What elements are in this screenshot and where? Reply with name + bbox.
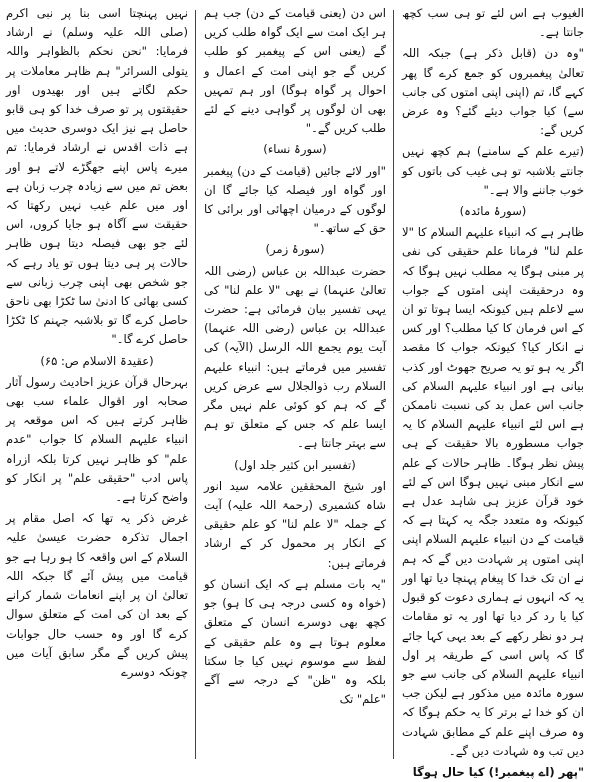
paragraph: الغیوب ہے اس لئے تو ہی سب کچھ جانتا ہے۔ <box>402 6 584 40</box>
text-column-right <box>402 4 584 779</box>
paragraph: "وہ دن (قابل ذکر ہے) جبکہ اللہ تعالیٰ پیغمبروں کو جمع کرے گا پھر کہے گا، تم (اپنی اپنی امتوں کی جانب سے) کیا جواب دیئے گئے؟ وہ عرض کریں گے: <box>402 46 584 138</box>
paragraph: "یہ بات مسلم ہے کہ ایک انسان کو (خواہ وہ کسی درجہ ہی کا ہو) جو کچھ بھی دوسرے انسان کے متعلق معلوم ہوتا ہے وہ علم حقیقی کے لفظ سے موسوم نہیں کیا جا سکتا بلکہ وہ "ظن" کے درجہ سے آگے "علم" تک <box>204 576 386 707</box>
book-page <box>6 4 584 779</box>
paragraph: بہرحال قرآن عزیز احادیث رسول آثار صحابہ اور اقوال علماء سب بھی ظاہر کرتے ہیں کہ اس موقعہ پر انبیاء علیہم السلام کا جواب "عدم علم" کو ظاہر نہیں کرتا بلکہ ازراہ پاس ادب "حقیقی علم" پر انکار کو واضح کرتا ہے۔ <box>6 374 188 505</box>
reference: (سورۂ زمر) <box>265 242 325 257</box>
reference: (سورۂ نساء) <box>263 142 327 157</box>
reference: (سورۂ مائدہ) <box>459 204 527 219</box>
paragraph: غرض ذکر یہ تھا کہ اصل مقام پر اجمال تذکرہ حضرت عیسیٰ علیہ السلام کے اس واقعہ کا ہو رہا ہے جو قیامت میں پیش آئے گا جبکہ اللہ تعالیٰ ان پر اپنے انعامات شمار کرانے کے بعد ان کی امت کے متعلق سوال کرے گا اور وہ حسب حال جوابات پیش کریں گے مگر سابق آیات میں چونکہ دوسرے <box>6 511 188 679</box>
paragraph: نہیں پہنچتا اسی بنا پر نبی اکرم (صلی اللہ علیہ وسلم) نے ارشاد فرمایا: "نحن نحکم بالظواہر واللہ یتولی السرائر" ہم ظاہر معاملات پر حکم لگاتے ہیں اور بھیدوں اور حقیقتوں پر تو صرف خدا کو ہی قابو حاصل ہے نیز ایک دوسری حدیث میں ہے ذات اقدس نے ارشاد فرمایا: تم میرے پاس اپنے جھگڑے لاتے ہو اور بعض تم میں سے زیادہ چرب زبان ہے اور میں علم غیب نہیں رکھتا کہ حقیقت سے آگاہ ہو جایا کروں، اس لئے جو بھی فیصلہ دیتا ہوں ظاہر حالات پر ہی دیتا ہوں تو یاد رہے کہ جو شخص بھی اپنی چرب زبانی سے کسی بھائی کا ادنیٰ سا ٹکڑا بھی ناحق حاصل کرے گا تو بلاشبہ جہنم کا ٹکڑا حاصل کرے گا۔" <box>6 6 188 347</box>
paragraph: "اور لائے جائیں (قیامت کے دن) پیغمبر اور گواہ اور فیصلہ کیا جائے گا ان لوگوں کے درمیان اچھائی اور برائی کا حق کے ساتھ۔" <box>204 163 386 236</box>
paragraph: حضرت عبداللہ بن عباس (رضی اللہ تعالیٰ عنہما) نے بھی "لا علم لنا" کی یہی تفسیر بیان فرمائی ہے: حضرت عبداللہ بن عباس (رضی اللہ عنہما) آیت یوم یجمع اللہ الرسل (الآیہ) کی تفسیر میں فرماتے ہیں: انبیاء علیہم السلام رب ذوالجلال سے عرض کریں گے کہ ہم کو کوئی علم نہیں مگر ایسا علم کہ جس کے متعلق تو ہم سے بہتر جانتا ہے۔ <box>204 263 386 451</box>
paragraph: "پھر (اے پیغمبر!) کیا حال ہوگا <box>412 764 584 779</box>
text-column-middle <box>204 4 386 765</box>
paragraph: ظاہر ہے کہ انبیاء علیہم السلام کا "لا علم لنا" فرمانا علم حقیقی کی نفی پر مبنی ہوگا یہ مطلب نہیں ہوگا کہ وہ درحقیقت اپنی امتوں کے جواب سے لاعلم ہیں کیونکہ ایسا ہوتا تو ان کے اس فرمان کا کیا مطلب؟ اور کس نے انکار کیا؟ کیونکہ جواب کا مقصد اگر یہ ہو تو یہ صریح جھوٹ اور کذب بیانی ہے اور انبیاء علیہم السلام کی جانب اس عمل بد کی نسبت ناممکن ہے اس لئے انبیاء علیہم السلام کا یہ جواب مسطورہ بالا حقیقت کے ہی پیش نظر ہوگا۔ ظاہر حالات کے علم سے انکار مبنی نہیں ہوگا اس کے لئے خود قرآن عزیز ہی شاہد عدل ہے کیونکہ وہ متعدد جگہ یہ کہتا ہے کہ قیامت کے دن انبیاء علیہم السلام اپنی اپنی امتوں پر شہادت دیں گے کہ ہم نے ان تک خدا کا پیغام پہنچا دیا تھا اور یہ کہ انہوں نے ہماری دعوت کو قبول کیا یا رد کر دیا تھا اور یہ تو مقامات ہر دو نظر رکھے کے بعد یہی کہا جائے گا کہ پاس اسی کے طریقہ پر اول انبیاء علیہم السلام کی جانب سے جو سورہ مائدہ میں مذکور ہے لیکن جب ان کو خدا ئے برتر کا یہ حکم ہوگا کہ وہ صرف اپنے علم کے مطابق شہادت دیں تب وہ شہادت دیں گے۔ <box>402 225 584 758</box>
paragraph: (تیرے علم کے سامنے) ہم کچھ نہیں جانتے بلاشبہ تو ہی غیب کی باتوں کو خوب جاننے والا ہے۔" <box>402 144 584 197</box>
reference: (تفسیر ابن کثیر جلد اول) <box>234 457 356 472</box>
paragraph: اس دن (یعنی قیامت کے دن) جب ہم ہر ایک امت سے ایک گواہ طلب کریں گے (یعنی اس کے پیغمبر کو طلب کریں گے جو اپنی امت کے اعمال و احوال پر گواہ ہوگا) اور ہم تمہیں بھی ان لوگوں پر گواہی دینے کے لئے طلب کریں گے۔" <box>204 6 386 136</box>
text-column-left <box>6 4 188 765</box>
reference: (عقیدۃ الاسلام ص: ۶۵) <box>40 353 154 368</box>
column-divider <box>386 4 402 765</box>
column-divider <box>188 4 204 765</box>
paragraph: اور شیخ المحققین علامہ سید انور شاہ کشمیری (رحمۃ اللہ علیہ) آیت کے جملہ "لا علم لنا" کو علم حقیقی کے انکار پر محمول کر کے ارشاد فرماتے ہیں: <box>204 478 386 570</box>
